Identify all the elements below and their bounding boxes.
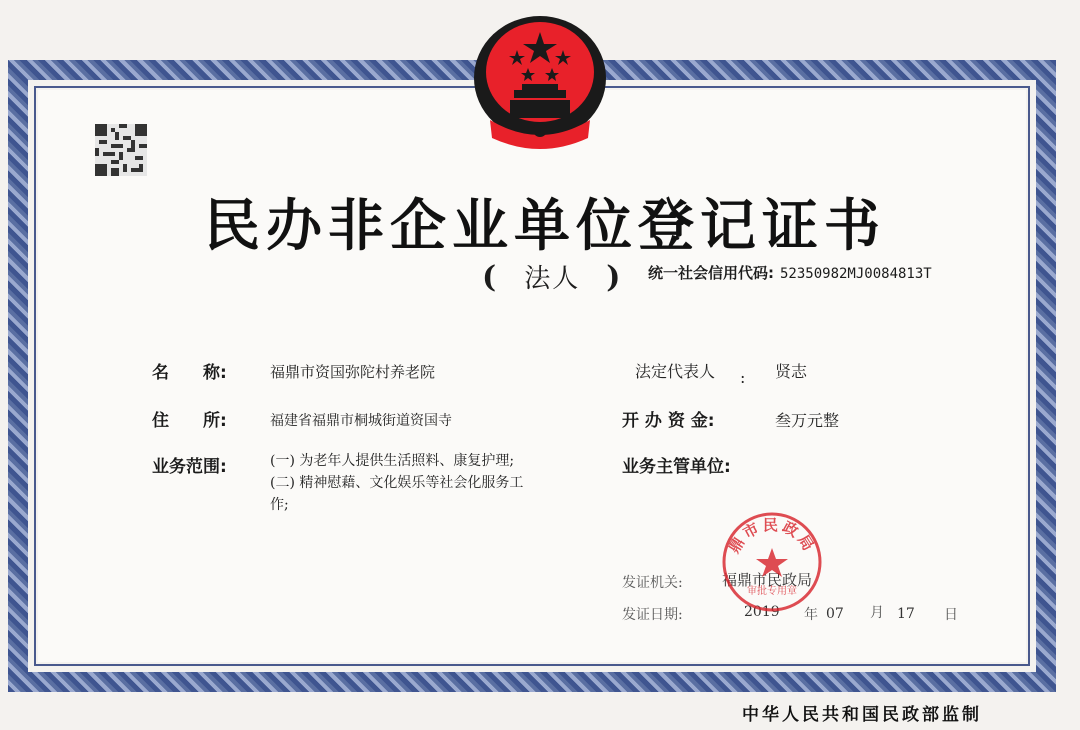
scope-label: 业务范围: — [152, 457, 227, 477]
issue-day: 17 — [897, 606, 915, 622]
issue-year: 2019 — [744, 604, 780, 620]
legal-rep-value: 贤志 — [775, 362, 808, 381]
scope-line-2: (二) 精神慰藉、文化娱乐等社会化服务工 — [270, 475, 524, 491]
credit-code — [648, 262, 932, 283]
subtitle-text: 法人 — [524, 264, 581, 294]
date-label: 发证日期: — [622, 607, 683, 623]
issue-month: 07 — [826, 606, 844, 622]
scope-line-3: 作; — [270, 497, 289, 513]
supervisor-label: 业务主管单位: — [622, 457, 731, 477]
certificate-subtitle — [482, 258, 622, 295]
credit-code-value: 52350982MJ0084813T — [780, 266, 932, 282]
issue-day-unit: 日 — [944, 607, 958, 623]
name-label: 名 称: — [152, 363, 227, 383]
certificate-title: 民办非企业单位登记证书 — [204, 194, 886, 259]
capital-value: 叁万元整 — [775, 411, 840, 430]
qr-code-icon — [95, 124, 147, 176]
national-emblem-icon — [470, 10, 610, 160]
scope-line-1: (一) 为老年人提供生活照料、康复护理; — [270, 453, 515, 469]
issue-month-unit: 月 — [870, 605, 884, 621]
legal-rep-colon: : — [740, 368, 746, 387]
name-value: 福鼎市资国弥陀村养老院 — [270, 363, 436, 381]
authority-value: 福鼎市民政局 — [722, 571, 813, 589]
address-label: 住 所: — [152, 411, 227, 431]
credit-code-label: 统一社会信用代码: — [648, 264, 774, 282]
official-seal-icon — [720, 510, 824, 614]
subtitle-open-paren: ( — [482, 260, 499, 295]
legal-rep-label: 法定代表人 — [635, 362, 716, 381]
address-value: 福建省福鼎市桐城街道资国寺 — [270, 413, 452, 429]
authority-label: 发证机关: — [622, 575, 683, 591]
subtitle-close-paren: ) — [606, 260, 623, 295]
footer-issuer: 中华人民共和国民政部监制 — [742, 705, 982, 725]
issue-year-unit: 年 — [804, 607, 818, 623]
seal-ring-text: 鼎市民政局 — [725, 516, 819, 557]
capital-label: 开 办 资 金: — [622, 411, 715, 431]
seal-bottom-text: 审批专用章 — [747, 586, 797, 597]
